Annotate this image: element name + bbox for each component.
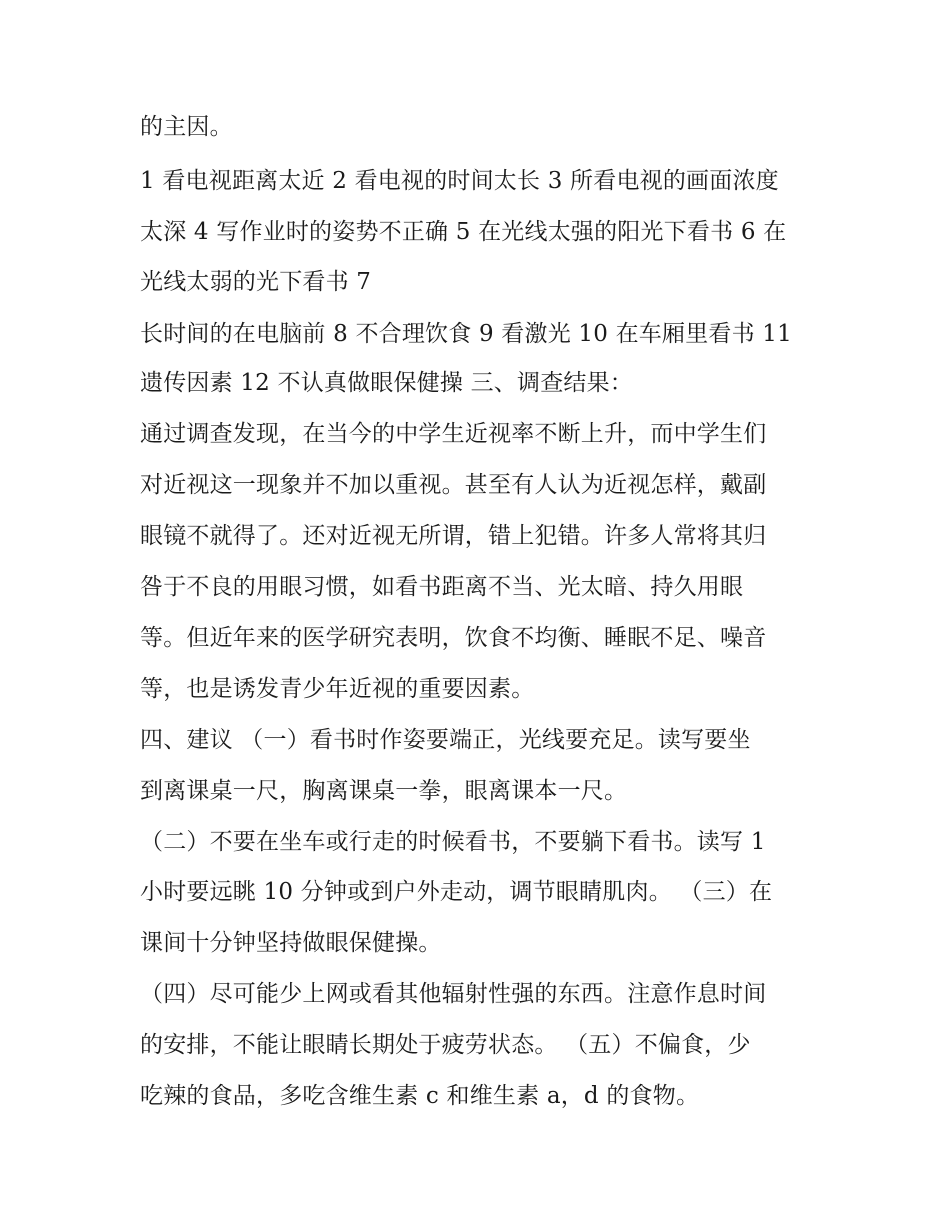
text-line: 小时要远眺 10 分钟或到户外走动，调节眼睛肌肉。 （三）在 [140, 879, 773, 905]
text-line: 课间十分钟坚持做眼保健操。 [140, 930, 442, 956]
text-line: 眼镜不就得了。还对近视无所谓，错上犯错。许多人常将其归 [140, 523, 767, 549]
text-line: 等，也是诱发青少年近视的重要因素。 [140, 676, 535, 702]
text-line: （二）不要在坐车或行走的时候看书，不要躺下看书。读写 1 [140, 829, 766, 855]
text-line: 的主因。 [140, 114, 233, 140]
text-line: 咎于不良的用眼习惯，如看书距离不当、光太暗、持久用眼 [140, 574, 744, 600]
text-line: 1 看电视距离太近 2 看电视的时间太长 3 所看电视的画面浓度 [140, 168, 779, 194]
text-line: 四、建议 （一）看书时作姿要端正，光线要充足。读写要坐 [140, 727, 751, 753]
text-line: 对近视这一现象并不加以重视。甚至有人认为近视怎样，戴副 [140, 472, 767, 498]
text-line: 光线太弱的光下看书 7 [140, 269, 372, 295]
text-line: 通过调查发现，在当今的中学生近视率不断上升，而中学生们 [140, 421, 767, 447]
text-line: 吃辣的食品，多吃含维生素 c 和维生素 a，d 的食物。 [140, 1083, 700, 1109]
text-line: 的安排，不能让眼睛长期处于疲劳状态。 （五）不偏食，少 [140, 1032, 751, 1058]
text-line: （四）尽可能少上网或看其他辐射性强的东西。注意作息时间 [140, 981, 767, 1007]
text-line: 遗传因素 12 不认真做眼保健操 三、调查结果： [140, 370, 633, 396]
text-line: 长时间的在电脑前 8 不合理饮食 9 看激光 10 在车厢里看书 11 [140, 321, 792, 347]
text-line: 到离课桌一尺，胸离课桌一拳，眼离课本一尺。 [140, 778, 628, 804]
text-line: 太深 4 写作业时的姿势不正确 5 在光线太强的阳光下看书 6 在 [140, 219, 787, 245]
text-line: 等。但近年来的医学研究表明，饮食不均衡、睡眠不足、噪音 [140, 625, 767, 651]
